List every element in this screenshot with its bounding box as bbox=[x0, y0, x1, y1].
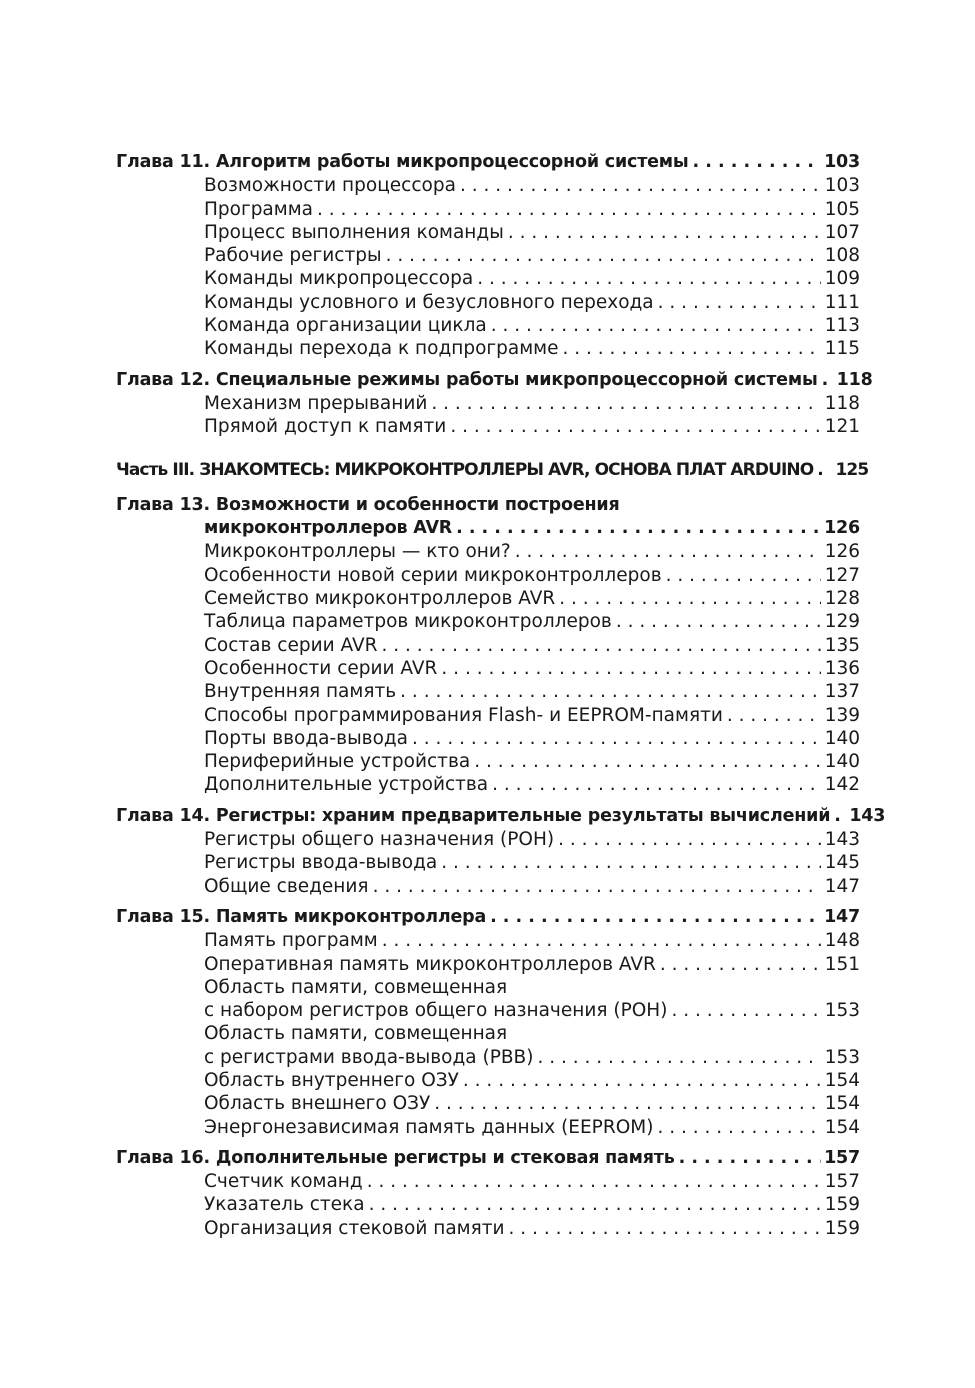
toc-entry bbox=[116, 953, 860, 976]
dot-leader bbox=[490, 906, 821, 929]
dot-leader bbox=[456, 517, 821, 540]
dot-leader bbox=[693, 151, 821, 174]
dot-leader bbox=[616, 610, 821, 633]
chapter-title: Глава 14. Регистры: храним предварительные результаты вычислений bbox=[116, 805, 831, 826]
chapter-title: Глава 13. Возможности и особенности построения bbox=[116, 494, 620, 515]
toc-entry bbox=[116, 587, 860, 610]
toc-entry-line2 bbox=[116, 999, 860, 1022]
page-number: 140 bbox=[824, 751, 860, 773]
page-number: 159 bbox=[824, 1194, 860, 1216]
entry-title: Рабочие регистры bbox=[204, 245, 382, 267]
dot-leader bbox=[441, 657, 821, 680]
dot-leader bbox=[317, 198, 821, 221]
page-number: 142 bbox=[824, 774, 860, 796]
page-number: 136 bbox=[824, 657, 860, 679]
dot-leader bbox=[679, 1147, 821, 1170]
page-number: 128 bbox=[824, 588, 860, 610]
entry-title-continued: с регистрами ввода-вывода (РВВ) bbox=[204, 1046, 534, 1068]
dot-leader bbox=[474, 750, 821, 773]
toc-chapter-13-line1 bbox=[116, 494, 860, 517]
entry-title: Память программ bbox=[204, 930, 378, 952]
toc-entry bbox=[116, 1092, 860, 1115]
toc-chapter-11 bbox=[116, 151, 860, 174]
toc-entry bbox=[116, 875, 860, 898]
dot-leader bbox=[460, 174, 821, 197]
dot-leader bbox=[727, 704, 821, 727]
page-number: 103 bbox=[824, 175, 860, 197]
entry-title: Процесс выполнения команды bbox=[204, 221, 504, 243]
dot-leader bbox=[382, 634, 821, 657]
dot-leader bbox=[559, 587, 821, 610]
toc-chapter-16 bbox=[116, 1147, 860, 1170]
toc-entry bbox=[116, 727, 860, 750]
entry-title: Механизм прерываний bbox=[204, 392, 428, 414]
entry-title: Состав серии AVR bbox=[204, 634, 378, 656]
page-number: 135 bbox=[824, 634, 860, 656]
toc-entry bbox=[116, 1170, 860, 1193]
entry-title: Энергонезависимая память данных (EEPROM) bbox=[204, 1116, 654, 1138]
entry-title-continued: с набором регистров общего назначения (РОН) bbox=[204, 1000, 668, 1022]
toc-entry bbox=[116, 174, 860, 197]
toc-entry bbox=[116, 221, 860, 244]
toc-entry bbox=[116, 267, 860, 290]
page-number: 127 bbox=[824, 564, 860, 586]
toc-entry bbox=[116, 392, 860, 415]
entry-title: Таблица параметров микроконтроллеров bbox=[204, 611, 612, 633]
entry-title: Область памяти, совмещенная bbox=[204, 976, 508, 998]
toc-entry bbox=[116, 680, 860, 703]
entry-title: Команды микропроцессора bbox=[204, 268, 474, 290]
page-number: 157 bbox=[824, 1147, 860, 1168]
toc-entry-line1 bbox=[116, 976, 860, 999]
chapter-title-continued: микроконтроллеров AVR bbox=[204, 518, 453, 539]
page-number: 105 bbox=[824, 198, 860, 220]
dot-leader bbox=[508, 221, 821, 244]
toc-part-3 bbox=[116, 459, 869, 482]
toc-chapter-12 bbox=[116, 369, 873, 392]
page-number: 154 bbox=[824, 1093, 860, 1115]
toc-entry bbox=[116, 929, 860, 952]
page-number: 159 bbox=[824, 1217, 860, 1239]
entry-title: Область внутреннего ОЗУ bbox=[204, 1069, 459, 1091]
page-number: 148 bbox=[824, 930, 860, 952]
dot-leader bbox=[400, 680, 821, 703]
toc-entry bbox=[116, 415, 860, 438]
entry-title: Дополнительные устройства bbox=[204, 774, 489, 796]
page-number: 109 bbox=[824, 268, 860, 290]
page-number: 126 bbox=[824, 541, 860, 563]
page-number: 139 bbox=[824, 704, 860, 726]
dot-leader bbox=[563, 337, 821, 360]
toc-entry bbox=[116, 337, 860, 360]
dot-leader bbox=[491, 314, 821, 337]
entry-title: Организация стековой памяти bbox=[204, 1217, 505, 1239]
toc-entry bbox=[116, 291, 860, 314]
entry-title: Счетчик команд bbox=[204, 1171, 363, 1193]
page-number: 153 bbox=[824, 1000, 860, 1022]
toc-entry bbox=[116, 1217, 860, 1240]
toc-entry bbox=[116, 610, 860, 633]
page-number: 147 bbox=[824, 906, 860, 927]
page-number: 129 bbox=[824, 611, 860, 633]
dot-leader bbox=[537, 1046, 821, 1069]
entry-title: Область внешнего ОЗУ bbox=[204, 1093, 431, 1115]
toc-entry bbox=[116, 1069, 860, 1092]
page-number: 113 bbox=[824, 315, 860, 337]
entry-title: Возможности процессора bbox=[204, 175, 456, 197]
page-number: 153 bbox=[824, 1046, 860, 1068]
page-number: 107 bbox=[824, 221, 860, 243]
toc-chapter-14 bbox=[116, 805, 886, 828]
dot-leader bbox=[515, 540, 821, 563]
toc-entry bbox=[116, 773, 860, 796]
dot-leader bbox=[373, 875, 821, 898]
page-number: 121 bbox=[824, 416, 860, 438]
toc-entry bbox=[116, 851, 860, 874]
entry-title: Способы программирования Flash- и EEPROM-памяти bbox=[204, 704, 723, 726]
entry-title: Общие сведения bbox=[204, 875, 369, 897]
page-number: 125 bbox=[835, 459, 869, 480]
dot-leader bbox=[431, 392, 821, 415]
page-number: 140 bbox=[824, 727, 860, 749]
dot-leader bbox=[817, 459, 829, 482]
page-number: 143 bbox=[849, 805, 886, 826]
dot-leader bbox=[434, 1092, 821, 1115]
toc-entry bbox=[116, 828, 860, 851]
page-number: 126 bbox=[824, 518, 860, 539]
dot-leader bbox=[834, 805, 846, 828]
dot-leader bbox=[367, 1170, 821, 1193]
table-of-contents bbox=[116, 151, 886, 1240]
toc-entry bbox=[116, 1193, 860, 1216]
page-number: 111 bbox=[824, 291, 860, 313]
page-number: 108 bbox=[824, 245, 860, 267]
toc-entry bbox=[116, 314, 860, 337]
toc-entry bbox=[116, 704, 860, 727]
chapter-title: Глава 16. Дополнительные регистры и стековая память bbox=[116, 1147, 675, 1168]
dot-leader bbox=[492, 773, 821, 796]
dot-leader bbox=[369, 1193, 821, 1216]
dot-leader bbox=[822, 369, 834, 392]
dot-leader bbox=[382, 929, 821, 952]
toc-entry bbox=[116, 244, 860, 267]
toc-chapter-13-line2 bbox=[116, 517, 860, 540]
entry-title: Особенности серии AVR bbox=[204, 657, 438, 679]
entry-title: Команда организации цикла bbox=[204, 315, 487, 337]
entry-title: Порты ввода-вывода bbox=[204, 727, 409, 749]
dot-leader bbox=[558, 828, 821, 851]
toc-entry bbox=[116, 1116, 860, 1139]
page-number: 145 bbox=[824, 852, 860, 874]
dot-leader bbox=[412, 727, 821, 750]
dot-leader bbox=[660, 953, 821, 976]
entry-title: Внутренняя память bbox=[204, 681, 397, 703]
dot-leader bbox=[671, 999, 821, 1022]
toc-chapter-15 bbox=[116, 906, 860, 929]
chapter-title: Глава 11. Алгоритм работы микропроцессорной системы bbox=[116, 152, 689, 172]
toc-entry-line2 bbox=[116, 1046, 860, 1069]
page-number: 143 bbox=[824, 829, 860, 851]
entry-title: Команды условного и безусловного перехода bbox=[204, 291, 654, 313]
chapter-title: Глава 15. Память микроконтроллера bbox=[116, 906, 487, 927]
dot-leader bbox=[666, 564, 821, 587]
entry-title: Область памяти, совмещенная bbox=[204, 1023, 508, 1045]
dot-leader bbox=[463, 1069, 821, 1092]
toc-entry bbox=[116, 198, 860, 221]
toc-entry bbox=[116, 564, 860, 587]
dot-leader bbox=[386, 244, 821, 267]
dot-leader bbox=[477, 267, 821, 290]
toc-entry-line1 bbox=[116, 1022, 860, 1045]
page-number: 115 bbox=[824, 338, 860, 360]
entry-title: Указатель стека bbox=[204, 1194, 365, 1216]
page-number: 137 bbox=[824, 681, 860, 703]
toc-entry bbox=[116, 634, 860, 657]
toc-entry bbox=[116, 750, 860, 773]
dot-leader bbox=[657, 1116, 821, 1139]
dot-leader bbox=[658, 291, 821, 314]
toc-entry bbox=[116, 540, 860, 563]
entry-title: Особенности новой серии микроконтроллеров bbox=[204, 564, 662, 586]
page-number: 154 bbox=[824, 1116, 860, 1138]
dot-leader bbox=[441, 851, 821, 874]
page-number: 157 bbox=[824, 1171, 860, 1193]
entry-title: Регистры общего назначения (РОН) bbox=[204, 829, 555, 851]
dot-leader bbox=[450, 415, 821, 438]
entry-title: Периферийные устройства bbox=[204, 751, 471, 773]
toc-entry bbox=[116, 657, 860, 680]
page-number: 151 bbox=[824, 953, 860, 975]
page-number: 147 bbox=[824, 875, 860, 897]
page-number: 118 bbox=[824, 392, 860, 414]
part-title: Часть III. ЗНАКОМТЕСЬ: МИКРОКОНТРОЛЛЕРЫ AVR, ОСНОВА ПЛАТ ARDUINO bbox=[116, 459, 814, 480]
page-number: 154 bbox=[824, 1069, 860, 1091]
dot-leader bbox=[509, 1217, 821, 1240]
entry-title: Команды перехода к подпрограмме bbox=[204, 338, 559, 360]
entry-title: Прямой доступ к памяти bbox=[204, 416, 447, 438]
entry-title: Регистры ввода-вывода bbox=[204, 852, 438, 874]
page-number: 118 bbox=[836, 369, 873, 390]
entry-title: Семейство микроконтроллеров AVR bbox=[204, 588, 556, 610]
entry-title: Оперативная память микроконтроллеров AVR bbox=[204, 953, 656, 975]
page-number: 103 bbox=[824, 152, 860, 172]
entry-title: Микроконтроллеры — кто они? bbox=[204, 541, 511, 563]
chapter-title: Глава 12. Специальные режимы работы микропроцессорной системы bbox=[116, 369, 818, 390]
entry-title: Программа bbox=[204, 198, 314, 220]
